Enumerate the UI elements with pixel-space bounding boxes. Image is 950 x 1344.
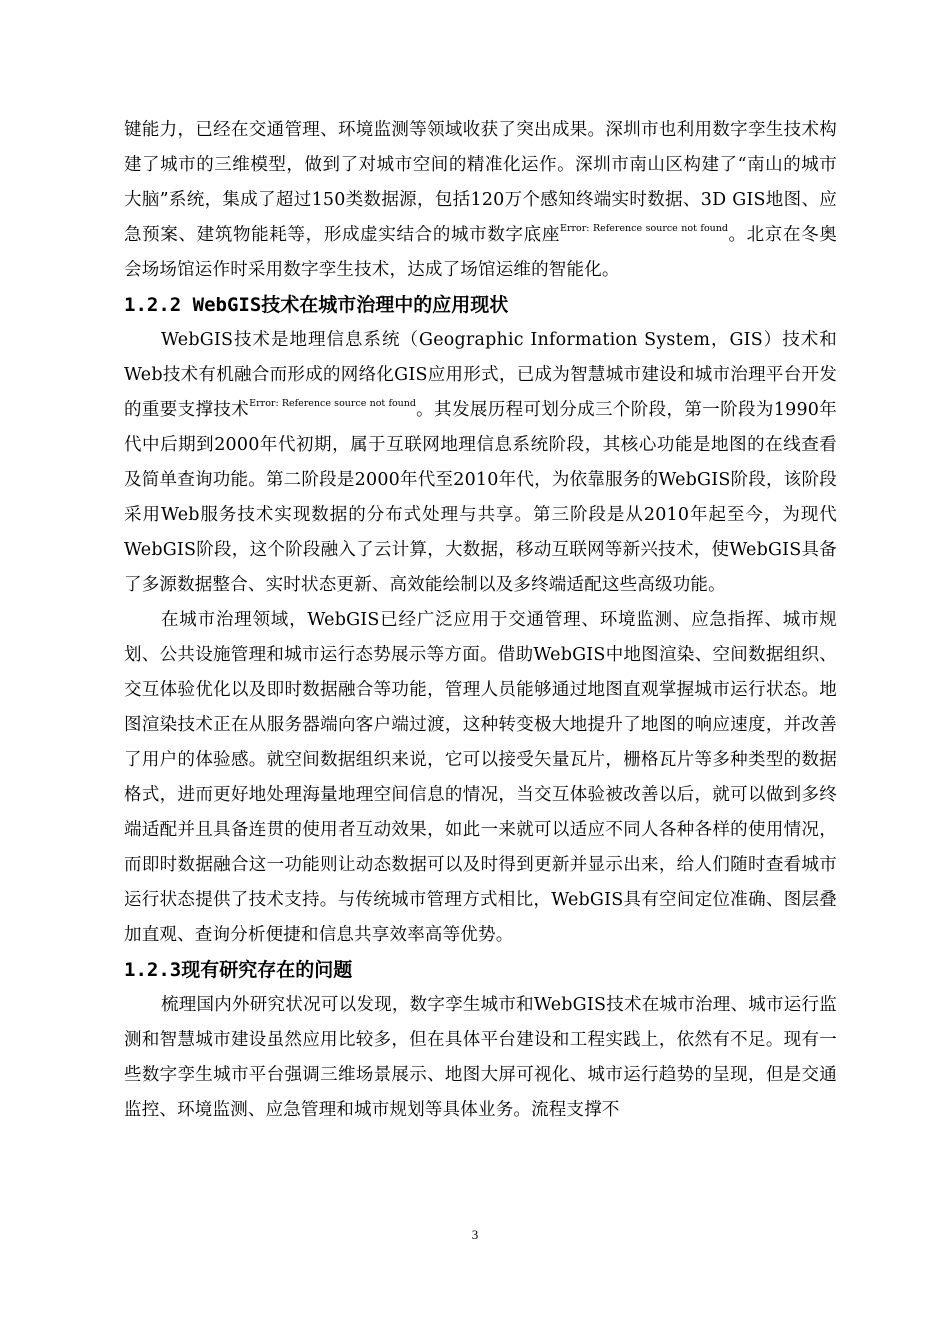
paragraph-webgis-history [124, 323, 837, 603]
paragraph-text: 键能力，已经在交通管理、环境监测等领域收获了突出成果。深圳市也利用数字孪生技术构建了城市的三维模型，做到了对城市空间的精准化运作。深圳市南山区构建了“南山的城市大脑”系统，集成了超过150类数据源，包括120万个感知终端实时数据、3D GIS地图、应急预案、建筑物能耗等，形成虚实结合的城市数字底座 [124, 120, 837, 245]
section-heading-existing-problems: 1.2.3现有研究存在的问题 [124, 959, 353, 981]
reference-error-marker: Error: Reference source not found [249, 398, 416, 409]
paragraph-text: 。北京在冬奥会场场馆运作时采用数字孪生技术，达成了场馆运维的智能化。 [124, 225, 838, 280]
reference-error-marker: Error: Reference source not found [560, 223, 728, 234]
document-body [124, 113, 837, 1128]
paragraph-digital-twin-cases [124, 113, 837, 288]
page-number: 3 [471, 1227, 479, 1242]
paragraph-webgis-urban-governance: 在城市治理领域，WebGIS已经广泛应用于交通管理、环境监测、应急指挥、城市规划、公共设施管理和城市运行态势展示等方面。借助WebGIS中地图渲染、空间数据组织、交互体验优化以及即时数据融合等功能，管理人员能够通过地图直观掌握城市运行状态。地图渲染技术正在从服务器端向客户端过渡，这种转变极大地提升了地图的响应速度，并改善了用户的体验感。就空间数据组织来说，它可以接受矢量瓦片，栅格瓦片等多种类型的数据格式，进而更好地处理海量地理空间信息的情况，当交互体验被改善以后，就可以做到多终端适配并且具备连贯的使用者互动效果，如此一来就可以适应不同人各种各样的使用情况，而即时数据融合这一功能则让动态数据可以及时得到更新并显示出来，给人们随时查看城市运行状态提供了技术支持。与传统城市管理方式相比，WebGIS具有空间定位准确、图层叠加直观、查询分析便捷和信息共享效率高等优势。 [124, 610, 837, 945]
paragraph-text: 。其发展历程可划分成三个阶段，第一阶段为1990年代中后期到2000年代初期，属于互联网地理信息系统阶段，其核心功能是地图的在线查看及简单查询功能。第二阶段是2000年代至2010年代，为依靠服务的WebGIS阶段，该阶段采用Web服务技术实现数据的分布式处理与共享。第三阶段是从2010年起至今，为现代WebGIS阶段，这个阶段融入了云计算，大数据，移动互联网等新兴技术，使WebGIS具备了多源数据整合、实时状态更新、高效能绘制以及多终端适配这些高级功能。 [124, 400, 837, 595]
paragraph-text: WebGIS技术是地理信息系统（Geographic Information System，GIS）技术和Web技术有机融合而形成的网络化GIS应用形式，已成为智慧城市建设和城市治理平台开发的重要支撑技术 [124, 330, 837, 420]
paragraph-research-gaps: 梳理国内外研究状况可以发现，数字孪生城市和WebGIS技术在城市治理、城市运行监测和智慧城市建设虽然应用比较多，但在具体平台建设和工程实践上，依然有不足。现有一些数字孪生城市平台强调三维场景展示、地图大屏可视化、城市运行趋势的呈现，但是交通监控、环境监测、应急管理和城市规划等具体业务。流程支撑不 [124, 995, 837, 1120]
section-heading-webgis-status: 1.2.2 WebGIS技术在城市治理中的应用现状 [124, 294, 509, 316]
